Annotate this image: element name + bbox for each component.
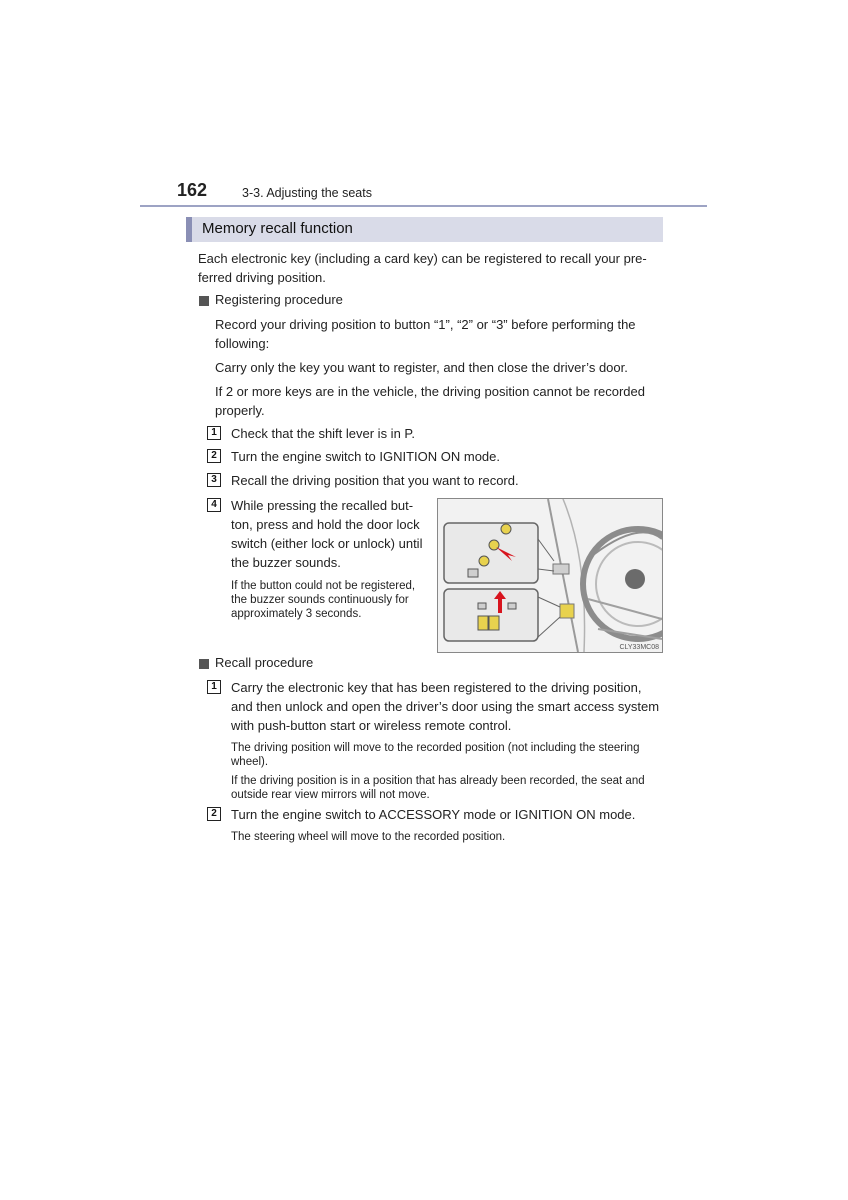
note-line2: the buzzer sounds continuously for (231, 594, 409, 606)
registering-title: Registering procedure (215, 292, 343, 307)
recall-step1-line3: with push-button start or wireless remote control. (231, 718, 512, 733)
recall-step1-line1: Carry the electronic key that has been registered to the driving position, (231, 680, 642, 695)
step-text-line1: While pressing the recalled but- (231, 498, 414, 513)
section-header (186, 217, 663, 242)
section-title: Memory recall function (202, 220, 353, 237)
intro-text-line1: Each electronic key (including a card key) can be registered to recall your pre- (198, 251, 647, 266)
recall-note2-line2: outside rear view mirrors will not move. (231, 789, 430, 801)
intro-text-line2: ferred driving position. (198, 270, 326, 285)
registering-para3-line1: If 2 or more keys are in the vehicle, the driving position cannot be recorded (215, 384, 645, 399)
registering-para1-line1: Record your driving position to button “1”, “2” or “3” before performing the (215, 317, 636, 332)
recall-note3: The steering wheel will move to the recorded position. (231, 831, 506, 843)
page-number: 162 (177, 180, 208, 200)
step-text-line3: switch (either lock or unlock) until (231, 536, 423, 551)
step-text: Recall the driving position that you want to record. (231, 473, 519, 488)
step-number-box: 2 (207, 807, 221, 821)
door-lock-memory-illustration (437, 498, 663, 653)
bullet-square-icon (199, 296, 209, 306)
step-text-line2: ton, press and hold the door lock (231, 517, 420, 532)
step-number-box: 1 (207, 426, 221, 440)
step-number-box: 2 (207, 449, 221, 463)
bullet-square-icon (199, 659, 209, 669)
step-number-box: 4 (207, 498, 221, 512)
recall-note1-line1: The driving position will move to the recorded position (not including the steering (231, 742, 640, 754)
recall-note1-line2: wheel). (231, 756, 269, 768)
recall-step1-line2: and then unlock and open the driver’s door using the smart access system (231, 699, 660, 714)
note-line3: approximately 3 seconds. (231, 608, 362, 620)
note-line1: If the button could not be registered, (231, 580, 416, 592)
chapter-title: 3-3. Adjusting the seats (242, 186, 372, 200)
recall-step2-text: Turn the engine switch to ACCESSORY mode or IGNITION ON mode. (231, 807, 636, 822)
recall-note2-line1: If the driving position is in a position that has already been recorded, the seat and (231, 775, 645, 787)
figure-code: CLY33MC08 (619, 644, 659, 651)
step-number-box: 1 (207, 680, 221, 694)
registering-para1-line2: following: (215, 336, 270, 351)
step-number-box: 3 (207, 473, 221, 487)
step-text: Check that the shift lever is in P. (231, 426, 416, 441)
recall-title: Recall procedure (215, 655, 314, 670)
registering-para3-line2: properly. (215, 403, 265, 418)
header-rule (140, 205, 707, 207)
registering-para2: Carry only the key you want to register, and then close the driver’s door. (215, 360, 628, 375)
step-text-line4: the buzzer sounds. (231, 555, 341, 570)
step-text: Turn the engine switch to IGNITION ON mode. (231, 449, 501, 464)
